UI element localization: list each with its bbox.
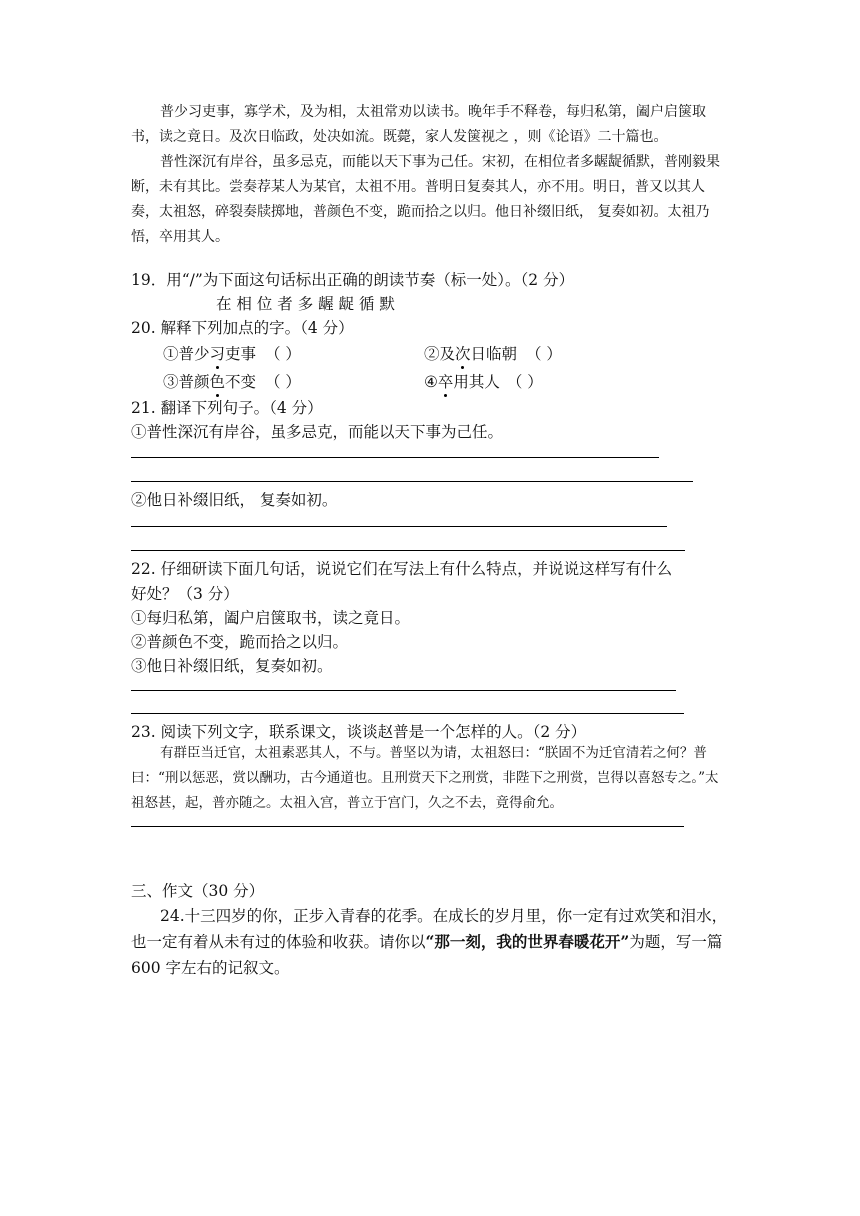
question-22-prompt-cont: 好处？（3 分）	[131, 585, 239, 603]
composition-heading: 三、作文（30 分）	[131, 882, 265, 900]
question-22-sentence-1: ①每归私第，阖户启箧取书，读之竟日。	[131, 609, 411, 627]
question-22-prompt: 22. 仔细研读下面几句话，说说它们在写法上有什么特点，并说说这样写有什么	[131, 560, 673, 578]
question-20-item-4: ④卒用其人 （ ）	[424, 370, 543, 392]
passage	[131, 100, 731, 250]
answer-line[interactable]	[131, 690, 676, 691]
question-19-prompt: 19．用“/”为下面这句话标出正确的朗读节奏（标一处）。（2 分）	[131, 271, 575, 289]
composition-title: “那一刻，我的世界春暖花开”	[425, 932, 630, 951]
passage-paragraph-1: 普少习吏事，寡学术，及为相，太祖常劝以读书。晚年手不释卷，每归私第，阖户启箧取书，读之竟日。及次日临政，处决如流。既薨，家人发箧视之 ，则《论语》二十篇也。	[131, 104, 706, 145]
answer-blank[interactable]: （ ）	[506, 373, 543, 391]
dotted-char: 色	[210, 370, 226, 392]
question-21-sentence-2: ②他日补缀旧纸， 复奏如初。	[131, 491, 338, 509]
answer-line[interactable]	[131, 457, 659, 458]
question-22-sentence-3: ③他日补缀旧纸，复奏如初。	[131, 657, 333, 675]
answer-line[interactable]	[131, 481, 693, 482]
question-21-sentence-1: ①普性深沉有岸谷，虽多忌克，而能以天下事为己任。	[131, 423, 504, 441]
answer-line[interactable]	[131, 826, 684, 827]
answer-line[interactable]	[131, 526, 667, 527]
question-23-text: 有群臣当迁官，太祖素恶其人，不与。普坚以为请，太祖怒曰：“朕固不为迁官清若之何？普曰：“刑以惩恶，赏以酬功，古今通道也。且刑赏天下之刑赏，非陛下之刑赏，岂得以喜怒专之。”太祖怒甚，起，普亦随之。太祖入宫，普立于宫门，久之不去，竟得俞允。	[131, 745, 719, 811]
dotted-char: 次	[455, 342, 471, 364]
answer-blank[interactable]: （ ）	[264, 345, 301, 363]
composition-prompt: 24.十三四岁的你，正步入青春的花季。在成长的岁月里，你一定有过欢笑和泪水，也一定有着从未有过的体验和收获。请你以“那一刻，我的世界春暖花开”为题，写一篇 600 字左右的记叙文。	[131, 907, 728, 977]
dotted-char: 卒	[438, 370, 454, 392]
question-20-item-1: ①普少习吏事 （ ）	[163, 342, 301, 364]
question-20-item-2: ②及次日临朝 （ ）	[424, 342, 562, 364]
passage-paragraph-2: 普性深沉有岸谷，虽多忌克，而能以天下事为己任。宋初，在相位者多龌龊循默，普刚毅果断，未有其比。尝奏荐某人为某官，太祖不用。普明日复奏其人，亦不用。明日，普又以其人奏，太祖怒，碎裂奏牍掷地，普颜色不变，跪而拾之以归。他日补缀旧纸， 复奏如初。太祖乃悟，卒用其人。	[131, 154, 720, 245]
question-23-prompt: 23. 阅读下列文字，联系课文，谈谈赵普是一个怎样的人。（2 分）	[131, 723, 587, 741]
question-22-sentence-2: ②普颜色不变，跪而拾之以归。	[131, 633, 349, 651]
question-21-prompt: 21. 翻译下列句子。（4 分）	[131, 399, 323, 417]
answer-blank[interactable]: （ ）	[264, 373, 301, 391]
dotted-char: 习	[210, 342, 226, 364]
question-20-prompt: 20. 解释下列加点的字。（4 分）	[131, 319, 354, 337]
question-20-item-3: ③普颜色不变 （ ）	[163, 370, 301, 392]
question-19-sentence: 在 相 位 者 多 龌 龊 循 默	[216, 295, 395, 313]
answer-blank[interactable]: （ ）	[525, 345, 562, 363]
answer-line[interactable]	[131, 550, 685, 551]
answer-line[interactable]	[131, 713, 684, 714]
